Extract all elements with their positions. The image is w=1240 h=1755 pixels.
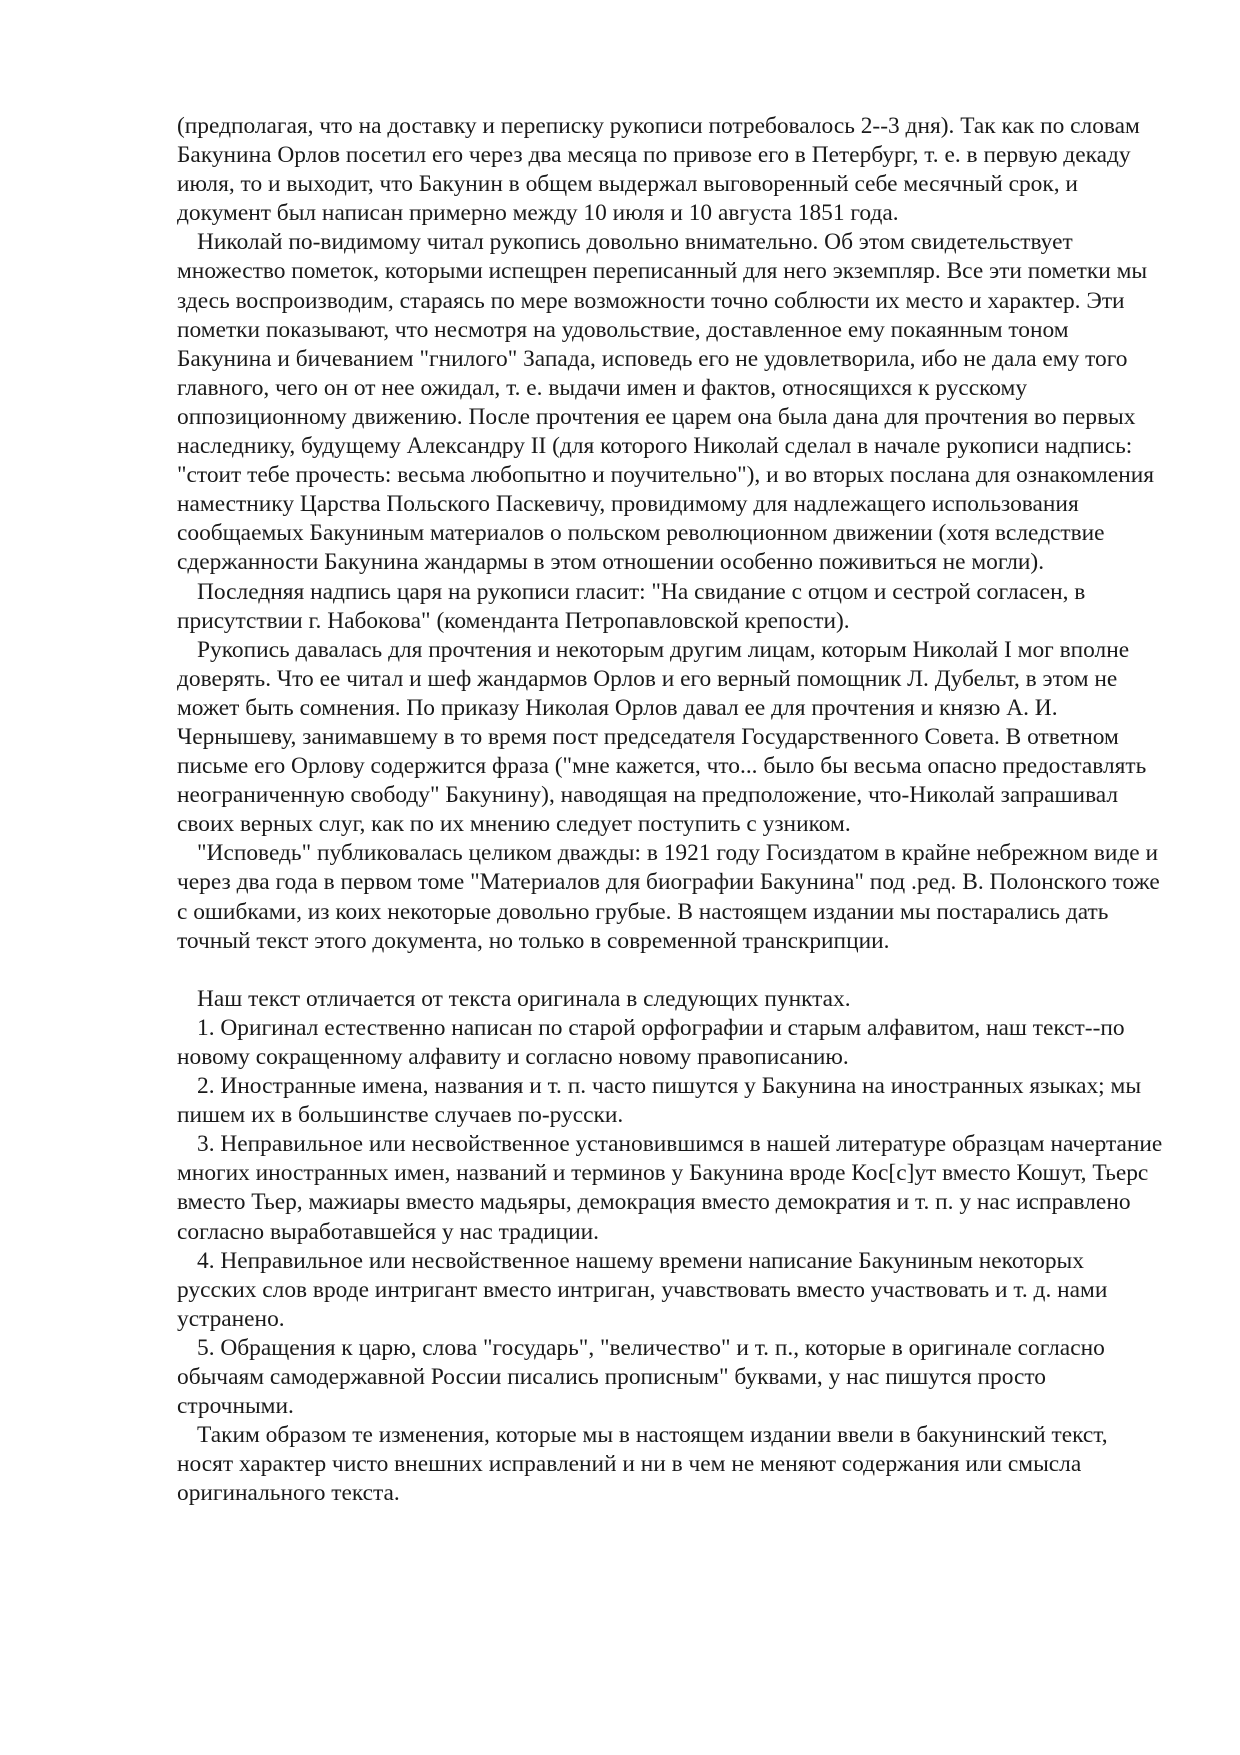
paragraph-differences-intro: Наш текст отличается от текста оригинала в следующих пунктах.	[197, 985, 851, 1012]
document-body	[177, 112, 1167, 1509]
paragraph-publication-history: "Исповедь" публиковалась целиком дважды: в 1921 году Госиздатом в крайне небрежном виде и через два года в первом томе "Материалов для биографии Бакунина" под .ред. В. Полонского тоже с ошибками, из коих некоторые довольно грубые. В настоящем издании мы постарались дать точный текст этого документа, но только в современной транскрипции.	[177, 840, 1160, 954]
list-item-capitalization: 5. Обращения к царю, слова "государь", "величество" и т. п., которые в оригинале согласно обычаям самодержавной России писались прописным" буквами, у нас пишутся просто строчными.	[177, 1334, 1105, 1420]
paragraph-continuation: (предполагая, что на доставку и переписку рукописи потребовалось 2--3 дня). Так как по словам Бакунина Орлов посетил его через два месяца по привозе его в Петербург, т. е. в первую декаду июля, то и выходит, что Бакунин в общем выдержал выговоренный себе месячный срок, и документ был написан примерно между 10 июля и 10 августа 1851 года.	[177, 113, 1140, 227]
list-item-spelling-foreign: 3. Неправильное или несвойственное установившимся в нашей литературе образцам начертание многих иностранных имен, названий и терминов у Бакунина вроде Кос[с]ут вместо Кошут, Тьерс вместо Тьер, мажиары вместо мадьяры, демокрация вместо демократия и т. п. у нас исправлено согласно выработавшейся у нас традиции.	[177, 1131, 1163, 1245]
list-item-spelling-russian: 4. Неправильное или несвойственное нашему времени написание Бакуниным некоторых русских слов вроде интригант вместо интриган, учавствовать вместо участвовать и т. д. нами устранено.	[177, 1247, 1108, 1332]
list-item-orthography: 1. Оригинал естественно написан по старой орфографии и старым алфавитом, наш текст--по новому сокращенному алфавиту и согласно новому правописанию.	[177, 1014, 1125, 1070]
paragraph-nicholas-notes: Николай по-видимому читал рукопись довольно внимательно. Об этом свидетельствует множество пометок, которыми испещрен переписанный для него экземпляр. Все эти пометки мы здесь воспроизводим, стараясь по мере возможности точно соблюсти их место и характер. Эти пометки показывают, что несмотря на удовольствие, доставленное ему покаянным тоном Бакунина и бичеванием "гнилого" Запада, исповедь его не удовлетворила, ибо не дала ему того главного, чего он от нее ожидал, т. е. выдачи имен и фактов, относящихся к русскому оппозиционному движению. После прочтения ее царем она была дана для прочтения во первых наследнику, будущему Александру II (для которого Николай сделал в начале рукописи надпись: "стоит тебе прочесть: весьма любопытно и поучительно"), и во вторых послана для ознакомления наместнику Царства Польского Паскевичу, провидимому для надлежащего использования сообщаемых Бакуниным материалов о польском революционном движении (хотя вследствие сдержанности Бакунина жандармы в этом отношении особенно поживиться не могли).	[177, 229, 1154, 576]
paragraph-other-readers: Рукопись давалась для прочтения и некоторым другим лицам, которым Николай I мог вполне доверять. Что ее читал и шеф жандармов Орлов и его верный помощник Л. Дубельт, в этом не может быть сомнения. По приказу Николая Орлов давал ее для прочтения и князю А. И. Чернышеву, занимавшему в то время пост председателя Государственного Совета. В ответном письме его Орлову содержится фраза ("мне кажется, что... было бы весьма опасно предоставлять неограниченную свободу" Бакунину), наводящая на предположение, что-Николай запрашивал своих верных слуг, как по их мнению следует поступить с узником.	[177, 636, 1147, 838]
list-item-foreign-names: 2. Иностранные имена, названия и т. п. часто пишутся у Бакунина на иностранных языках; мы пишем их в большинстве случаев по-русски.	[177, 1073, 1142, 1129]
paragraph-gap	[177, 956, 1167, 985]
paragraph-last-inscription: Последняя надпись царя на рукописи гласит: "На свидание с отцом и сестрой согласен, в присутствии г. Набокова" (коменданта Петропавловской крепости).	[177, 578, 1086, 634]
paragraph-conclusion: Таким образом те изменения, которые мы в настоящем издании ввели в бакунинский текст, носят характер чисто внешних исправлений и ни в чем не меняют содержания или смысла оригинального текста.	[177, 1422, 1108, 1507]
